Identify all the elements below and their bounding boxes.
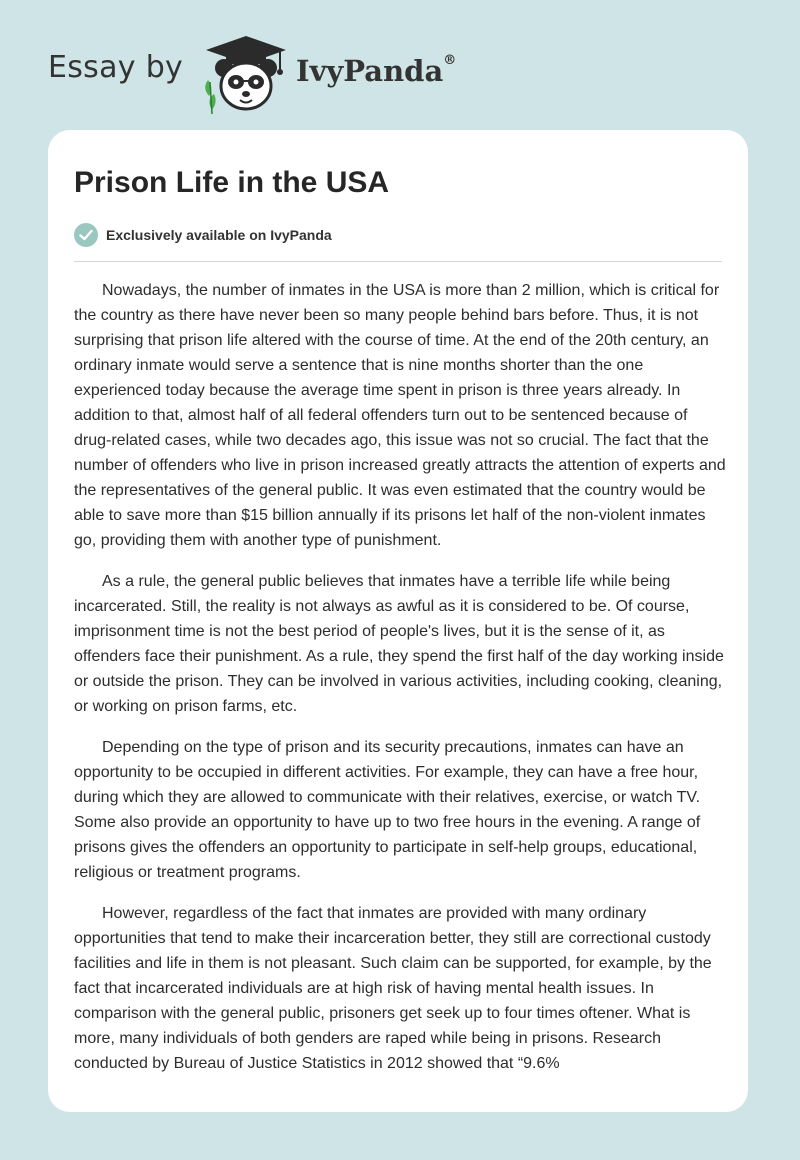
essay-title: Prison Life in the USA [74,166,390,199]
paragraph-3: Depending on the type of prison and its security precautions, inmates can have an opportunity to be occupied in different activities. For example, they can have a free hour, during which they are allowed to communicate with their relatives, exercise, or watch TV. Some also provide an opportunity to have up to two free hours in the evening. A range of prisons gives the offenders an opportunity to participate in self-help groups, educational, religious or treatment programs. [74,739,701,881]
paragraph-1: Nowadays, the number of inmates in the USA is more than 2 million, which is critical for the country as there have never been so many people behind bars before. Thus, it is not surprising that prison life altered with the course of time. At the end of the 20th century, an ordinary inmate would serve a sentence that is nine months shorter than the one experienced today because the average time spent in prison is three years already. In addition to that, almost half of all federal offenders turn out to be sentenced because of drug-related cases, while two decades ago, this issue was not so crucial. The fact that the number of offenders who live in prison increased greatly attracts the attention of experts and the representatives of the general public. It was even estimated that the country would be able to save more than $15 billion annually if its prisons let half of the non-violent inmates go, providing them with another type of punishment. [74,282,726,549]
essay-card [48,130,748,1112]
essay-by-label: Essay by [48,50,184,85]
paragraph-4: However, regardless of the fact that inmates are provided with many ordinary opportunities that tend to make their incarceration better, they still are correctional custody facilities and life in them is not pleasant. Such claim can be supported, for example, by the fact that incarcerated individuals are at high risk of having mental health issues. In comparison with the general public, prisoners get seek up to four times oftener. What is more, many individuals of both genders are raped while being in prisons. Research conducted by Bureau of Justice Statistics in 2012 showed that “9.6% [74,905,712,1072]
essay-body [74,278,726,1092]
registered-mark: ® [443,53,457,69]
panda-graduate-icon[interactable] [200,34,292,114]
check-icon [74,223,98,247]
exclusive-badge [74,222,332,248]
brand-name[interactable]: IvyPanda® [296,53,457,88]
title-divider [74,261,722,262]
site-header [0,0,800,130]
exclusive-badge-label: Exclusively available on IvyPanda [106,227,332,243]
paragraph-2: As a rule, the general public believes that inmates have a terrible life while being incarcerated. Still, the reality is not always as awful as it is considered to be. Of course, imprisonment time is not the best period of people's lives, but it is the sense of it, as offenders face their punishment. As a rule, they spend the first half of the day working inside or outside the prison. They can be involved in various activities, including cooking, cleaning, or working on prison farms, etc. [74,573,724,715]
